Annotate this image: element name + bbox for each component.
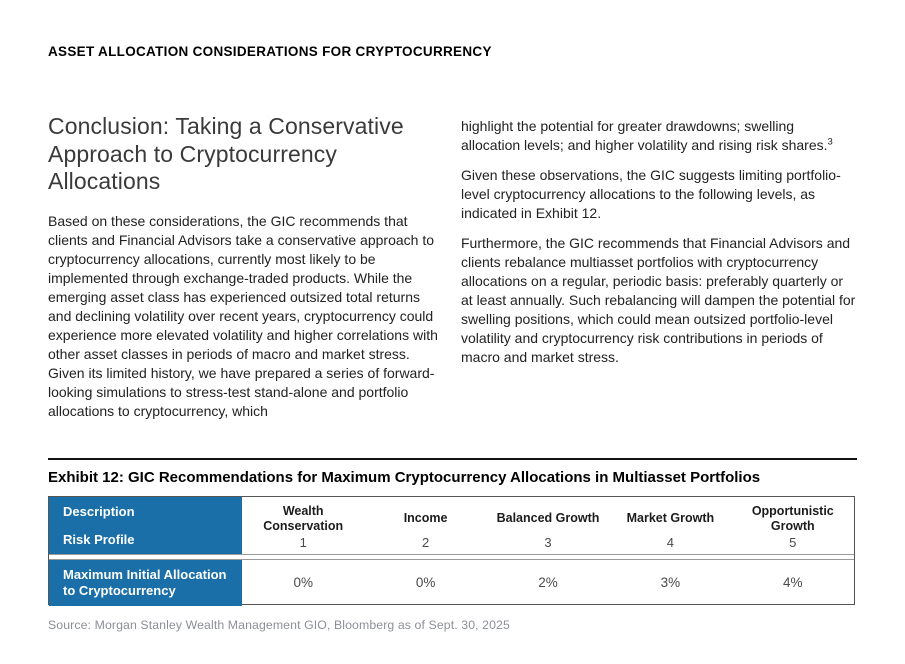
paragraph (461, 117, 857, 155)
table-header-row (49, 497, 854, 554)
column-header (487, 497, 609, 554)
column-label: Income (403, 511, 448, 526)
two-column-body (48, 113, 857, 432)
exhibit-title: Exhibit 12: GIC Recommendations for Maximum Cryptocurrency Allocations in Multiasset Portfolios (48, 469, 761, 487)
paragraph: Furthermore, the GIC recommends that Financial Advisors and clients rebalance multiasset portfolios with cryptocurrency allocations on a regular, periodic basis: preferably quarterly or at least annually. Such rebalancing will dampen the potential for swelling positions, which could mean outsized portfolio-level volatility and cryptocurrency risk contributions in periods of macro and market stress. (461, 235, 856, 366)
column-number: 3 (544, 535, 552, 551)
paragraph: Based on these considerations, the GIC recommends that clients and Financial Advisors take a conservative approach to cryptocurrency allocations, currently most likely to be implemented through exchange-traded products. While the emerging asset class has experienced outsized total returns and declining volatility over recent years, cryptocurrency could experience more elevated volatility and higher correlations with other asset classes in periods of macro and market stress. Given its limited history, we have prepared a series of forward-looking simulations to stress-test stand-alone and portfolio allocations to cryptocurrency, which (48, 212, 438, 420)
left-column (48, 113, 444, 432)
column-number: 1 (299, 535, 307, 551)
paragraph-text: highlight the potential for greater drawdowns; swelling allocation levels; and higher volatility and rising risk shares. (461, 118, 828, 154)
column-header (732, 497, 854, 554)
allocation-table (48, 496, 855, 605)
running-header: ASSET ALLOCATION CONSIDERATIONS FOR CRYPTOCURRENCY (48, 44, 492, 59)
table-header-description-cell (49, 497, 242, 554)
column-header (242, 497, 364, 554)
paragraph: Given these observations, the GIC suggests limiting portfolio-level cryptocurrency allocations to the following levels, as indicated in Exhibit 12. (461, 167, 841, 222)
allocation-value: 3% (660, 575, 681, 591)
column-label: Market Growth (626, 511, 715, 526)
allocation-value: 4% (783, 575, 803, 591)
exhibit-section (48, 458, 857, 632)
column-number: 2 (421, 535, 430, 551)
allocation-value: 0% (415, 575, 436, 591)
source-note: Source: Morgan Stanley Wealth Management GIO, Bloomberg as of Sept. 30, 2025 (48, 618, 510, 633)
allocation-value: 2% (538, 575, 558, 591)
row-label-cell: Maximum Initial Allocation to Cryptocurrency (49, 560, 242, 606)
column-label: Opportunistic Growth (751, 503, 834, 533)
right-column (461, 113, 857, 378)
column-label: Balanced Growth (496, 511, 600, 526)
column-header (364, 497, 486, 554)
allocation-value: 0% (293, 575, 313, 591)
left-column-text (48, 212, 444, 421)
risk-profile-label: Risk Profile (63, 531, 135, 547)
column-number: 4 (666, 535, 674, 551)
column-number: 5 (789, 535, 797, 551)
column-header (609, 497, 731, 554)
section-heading: Conclusion: Taking a Conservative Approach to Cryptocurrency Allocations (48, 113, 404, 195)
footnote-marker: 3 (827, 136, 833, 148)
table-data-row (49, 560, 854, 604)
column-label: Wealth Conservation (263, 503, 344, 533)
description-label: Description (63, 504, 135, 520)
